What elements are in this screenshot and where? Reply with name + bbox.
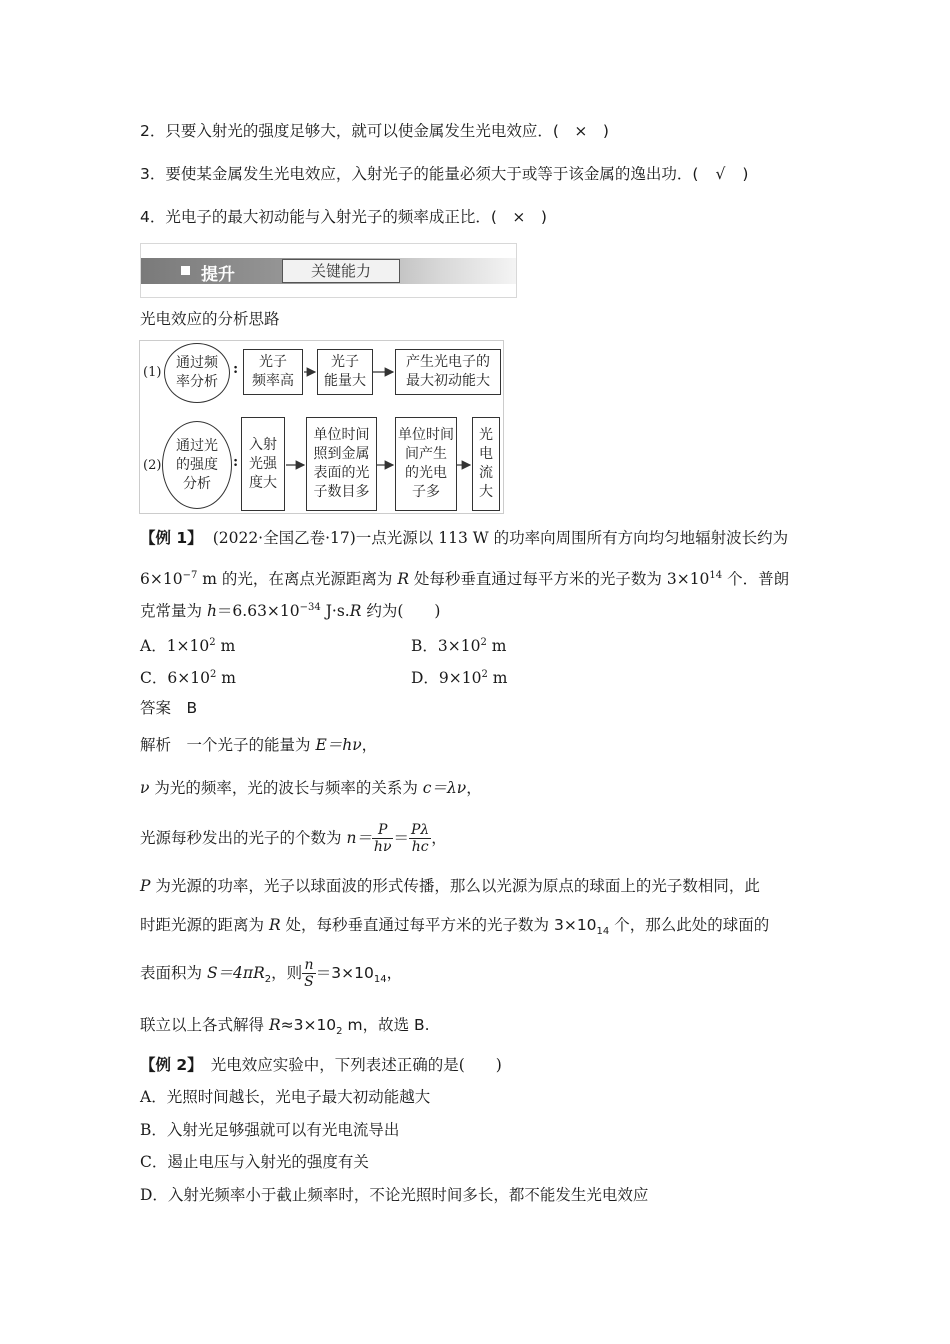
box-intensity: 入射 光强 度大 xyxy=(241,417,285,511)
analysis-line5: 时距光源的距离为 R 处，每秒垂直通过每平方米的光子数为 $3\times 10_{14}$ 个，那么此处的球面的 xyxy=(140,916,770,938)
answer: 答案 B xyxy=(140,699,198,717)
judgment-4: 4．光电子的最大初动能与入射光子的频率成正比．( × ) xyxy=(140,208,547,226)
judgment-2: 2．只要入射光的强度足够大，就可以使金属发生光电效应．( × ) xyxy=(140,122,609,140)
box-photon-energy: 光子 能量大 xyxy=(317,349,373,395)
judgment-3: 3．要使某金属发生光电效应，入射光子的能量必须大于或等于该金属的逸出功．( √ ) xyxy=(140,165,749,183)
oval-frequency: 通过频 率分析 xyxy=(164,343,230,403)
row-label-2: (2) xyxy=(143,458,162,473)
box-electrons: 单位时间 间产生 的光电 子多 xyxy=(395,417,457,511)
fraction: $\frac{P}{h\nu}$ xyxy=(373,822,392,855)
flow-diagram xyxy=(139,340,504,514)
example-tag: 【例 2】 xyxy=(140,1056,203,1074)
example2-question: 【例 2】 光电效应实验中，下列表述正确的是( ) xyxy=(140,1056,502,1074)
cross-mark: × xyxy=(574,122,588,140)
example1-line3: 克常量为 $h=6.63\times 10^{-34}$ J·s.R 约为( ) xyxy=(140,602,441,621)
section-title: 光电效应的分析思路 xyxy=(140,310,280,328)
square-icon xyxy=(181,266,190,275)
example1-line2: $6\times 10^{-7}$ m 的光，在离点光源距离为 R 处每秒垂直通过每平方米的光子数为 $3\times 10^{14}$ 个．普朗 xyxy=(140,570,790,589)
colon: : xyxy=(233,361,239,377)
row-label-1: (1) xyxy=(143,365,162,380)
box-photon-count: 单位时间 照到金属 表面的光 子数目多 xyxy=(306,417,377,511)
cross-mark: × xyxy=(512,208,526,226)
analysis-line2: ν 为光的频率，光的波长与频率的关系为 c＝λν， xyxy=(140,779,482,797)
check-mark: √ xyxy=(715,165,726,183)
example2-option-c: C．遏止电压与入射光的强度有关 xyxy=(140,1153,369,1171)
box-current: 光 电 流 大 xyxy=(472,417,500,511)
banner-title: 提升 xyxy=(201,265,235,285)
colon: : xyxy=(233,454,239,470)
banner-subtitle: 关键能力 xyxy=(282,259,400,283)
analysis-line1: 解析 一个光子的能量为 E＝hν， xyxy=(140,736,378,754)
analysis-line3: 光源每秒发出的光子的个数为 n＝ $\frac{P}{h\nu}$ ＝ $\frac{P\lambda}{hc}$ ， xyxy=(140,822,447,855)
example2-option-b: B．入射光足够强就可以有光电流导出 xyxy=(140,1121,400,1139)
option-c: C．$6\times 10^2$ m xyxy=(140,669,236,688)
oval-intensity: 通过光 的强度 分析 xyxy=(162,421,232,509)
analysis-line6: 表面积为 $S=4\pi R_2$，则 $\frac{n}{S}$ $=3\times 10_{14}$， xyxy=(140,957,403,990)
fraction: $\frac{P\lambda}{hc}$ xyxy=(410,822,430,855)
option-b: B．$3\times 10^2$ m xyxy=(411,637,507,656)
option-d: D．$9\times 10^2$ m xyxy=(411,669,508,688)
fraction: $\frac{n}{S}$ xyxy=(304,957,314,990)
example-tag: 【例 1】 xyxy=(140,529,203,547)
example2-option-a: A．光照时间越长，光电子最大初动能越大 xyxy=(140,1088,431,1106)
example2-option-d: D．入射光频率小于截止频率时，不论光照时间多长，都不能发生光电效应 xyxy=(140,1186,649,1204)
example1-line1: 【例 1】 (2022·全国乙卷·17)一点光源以 113 W 的功率向周围所有方向均匀地辐射波长约为 xyxy=(140,529,789,547)
analysis-line4: P 为光源的功率，光子以球面波的形式传播，那么以光源为原点的球面上的光子数相同，此 xyxy=(140,877,760,895)
box-photon-freq: 光子 频率高 xyxy=(243,349,303,395)
box-max-ke: 产生光电子的 最大初动能大 xyxy=(395,349,501,395)
analysis-line7: 联立以上各式解得 $R\approx 3\times 10_2$ m，故选 B. xyxy=(140,1016,430,1038)
section-banner xyxy=(140,243,517,298)
option-a: A．$1\times 10^2$ m xyxy=(140,637,236,656)
